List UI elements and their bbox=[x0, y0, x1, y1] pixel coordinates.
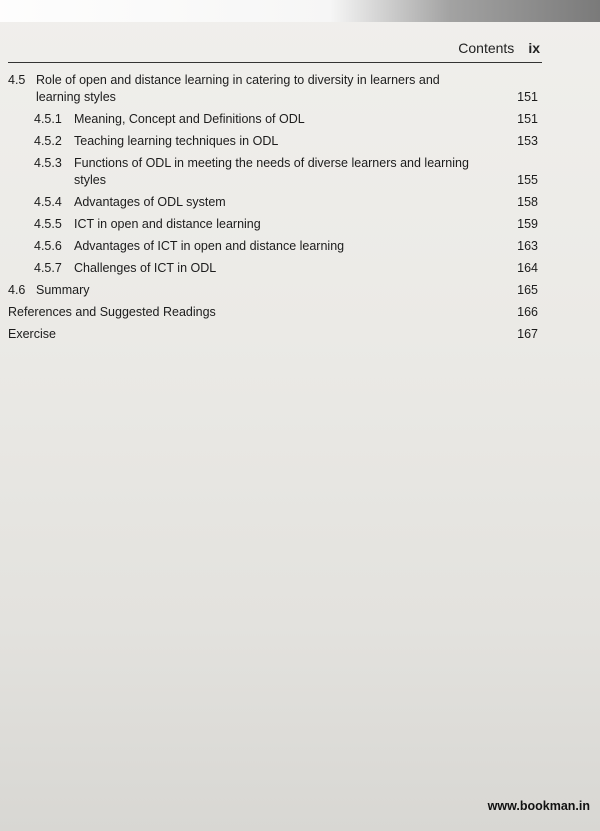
toc-entry-title: References and Suggested Readings bbox=[8, 305, 216, 319]
toc-entry-page: 151 bbox=[517, 90, 538, 104]
toc-entry-number: 4.5.3 bbox=[34, 156, 62, 170]
toc-row bbox=[8, 216, 538, 233]
toc-row bbox=[8, 282, 538, 299]
toc-row bbox=[8, 111, 538, 128]
toc-entry-page: 163 bbox=[517, 239, 538, 253]
toc-entry-number: 4.5.6 bbox=[34, 239, 62, 253]
toc-entry-title: Meaning, Concept and Definitions of ODL bbox=[74, 112, 305, 126]
toc-row bbox=[8, 155, 538, 189]
toc-entry bbox=[8, 194, 538, 211]
toc-entry-page: 151 bbox=[517, 112, 538, 126]
toc-row bbox=[8, 194, 538, 211]
scan-edge-shadow bbox=[0, 0, 600, 22]
toc-entry-number: 4.5.5 bbox=[34, 217, 62, 231]
toc-entry-number: 4.5.7 bbox=[34, 261, 62, 275]
toc-entry-title: Role of open and distance learning in catering to diversity in learners and learning styles bbox=[36, 73, 440, 104]
toc-entry bbox=[8, 155, 538, 189]
toc-row bbox=[8, 326, 538, 343]
toc-entry-number: 4.5.2 bbox=[34, 134, 62, 148]
running-header bbox=[458, 40, 540, 56]
toc-row bbox=[8, 238, 538, 255]
toc-entry-page: 159 bbox=[517, 217, 538, 231]
toc-entry bbox=[8, 72, 538, 106]
toc-entry-page: 166 bbox=[517, 305, 538, 319]
toc-entry bbox=[8, 111, 538, 128]
toc-entry bbox=[8, 133, 538, 150]
toc-entry-title: Challenges of ICT in ODL bbox=[74, 261, 217, 275]
toc-entry-page: 153 bbox=[517, 134, 538, 148]
toc-entry-title: Exercise bbox=[8, 327, 56, 341]
toc-row bbox=[8, 72, 538, 106]
toc-entry-number: 4.5.4 bbox=[34, 195, 62, 209]
toc-row bbox=[8, 260, 538, 277]
toc-entry bbox=[8, 282, 538, 299]
toc-entry-title: Functions of ODL in meeting the needs of diverse learners and learning styles bbox=[74, 156, 469, 187]
toc-entry-number: 4.6 bbox=[8, 283, 26, 297]
toc-row bbox=[8, 133, 538, 150]
toc-entry-title: Advantages of ODL system bbox=[74, 195, 226, 209]
header-rule bbox=[8, 62, 542, 63]
footer-url: www.bookman.in bbox=[487, 799, 590, 813]
toc-entry-page: 165 bbox=[517, 283, 538, 297]
toc-entry bbox=[8, 216, 538, 233]
header-label: Contents bbox=[458, 40, 515, 56]
header-page-number: ix bbox=[528, 40, 540, 56]
toc-entry-title: Advantages of ICT in open and distance learning bbox=[74, 239, 345, 253]
toc-entry-number: 4.5 bbox=[8, 73, 26, 87]
toc-entry-title: Summary bbox=[36, 283, 90, 297]
toc-entry-number: 4.5.1 bbox=[34, 112, 62, 126]
table-of-contents bbox=[8, 72, 538, 348]
toc-entry bbox=[8, 304, 538, 321]
toc-row bbox=[8, 304, 538, 321]
toc-entry-page: 158 bbox=[517, 195, 538, 209]
toc-entry-page: 155 bbox=[517, 173, 538, 187]
toc-entry-title: Teaching learning techniques in ODL bbox=[74, 134, 279, 148]
toc-entry bbox=[8, 326, 538, 343]
toc-entry bbox=[8, 260, 538, 277]
toc-entry-page: 167 bbox=[517, 327, 538, 341]
toc-entry-title: ICT in open and distance learning bbox=[74, 217, 261, 231]
toc-entry-page: 164 bbox=[517, 261, 538, 275]
toc-entry bbox=[8, 238, 538, 255]
